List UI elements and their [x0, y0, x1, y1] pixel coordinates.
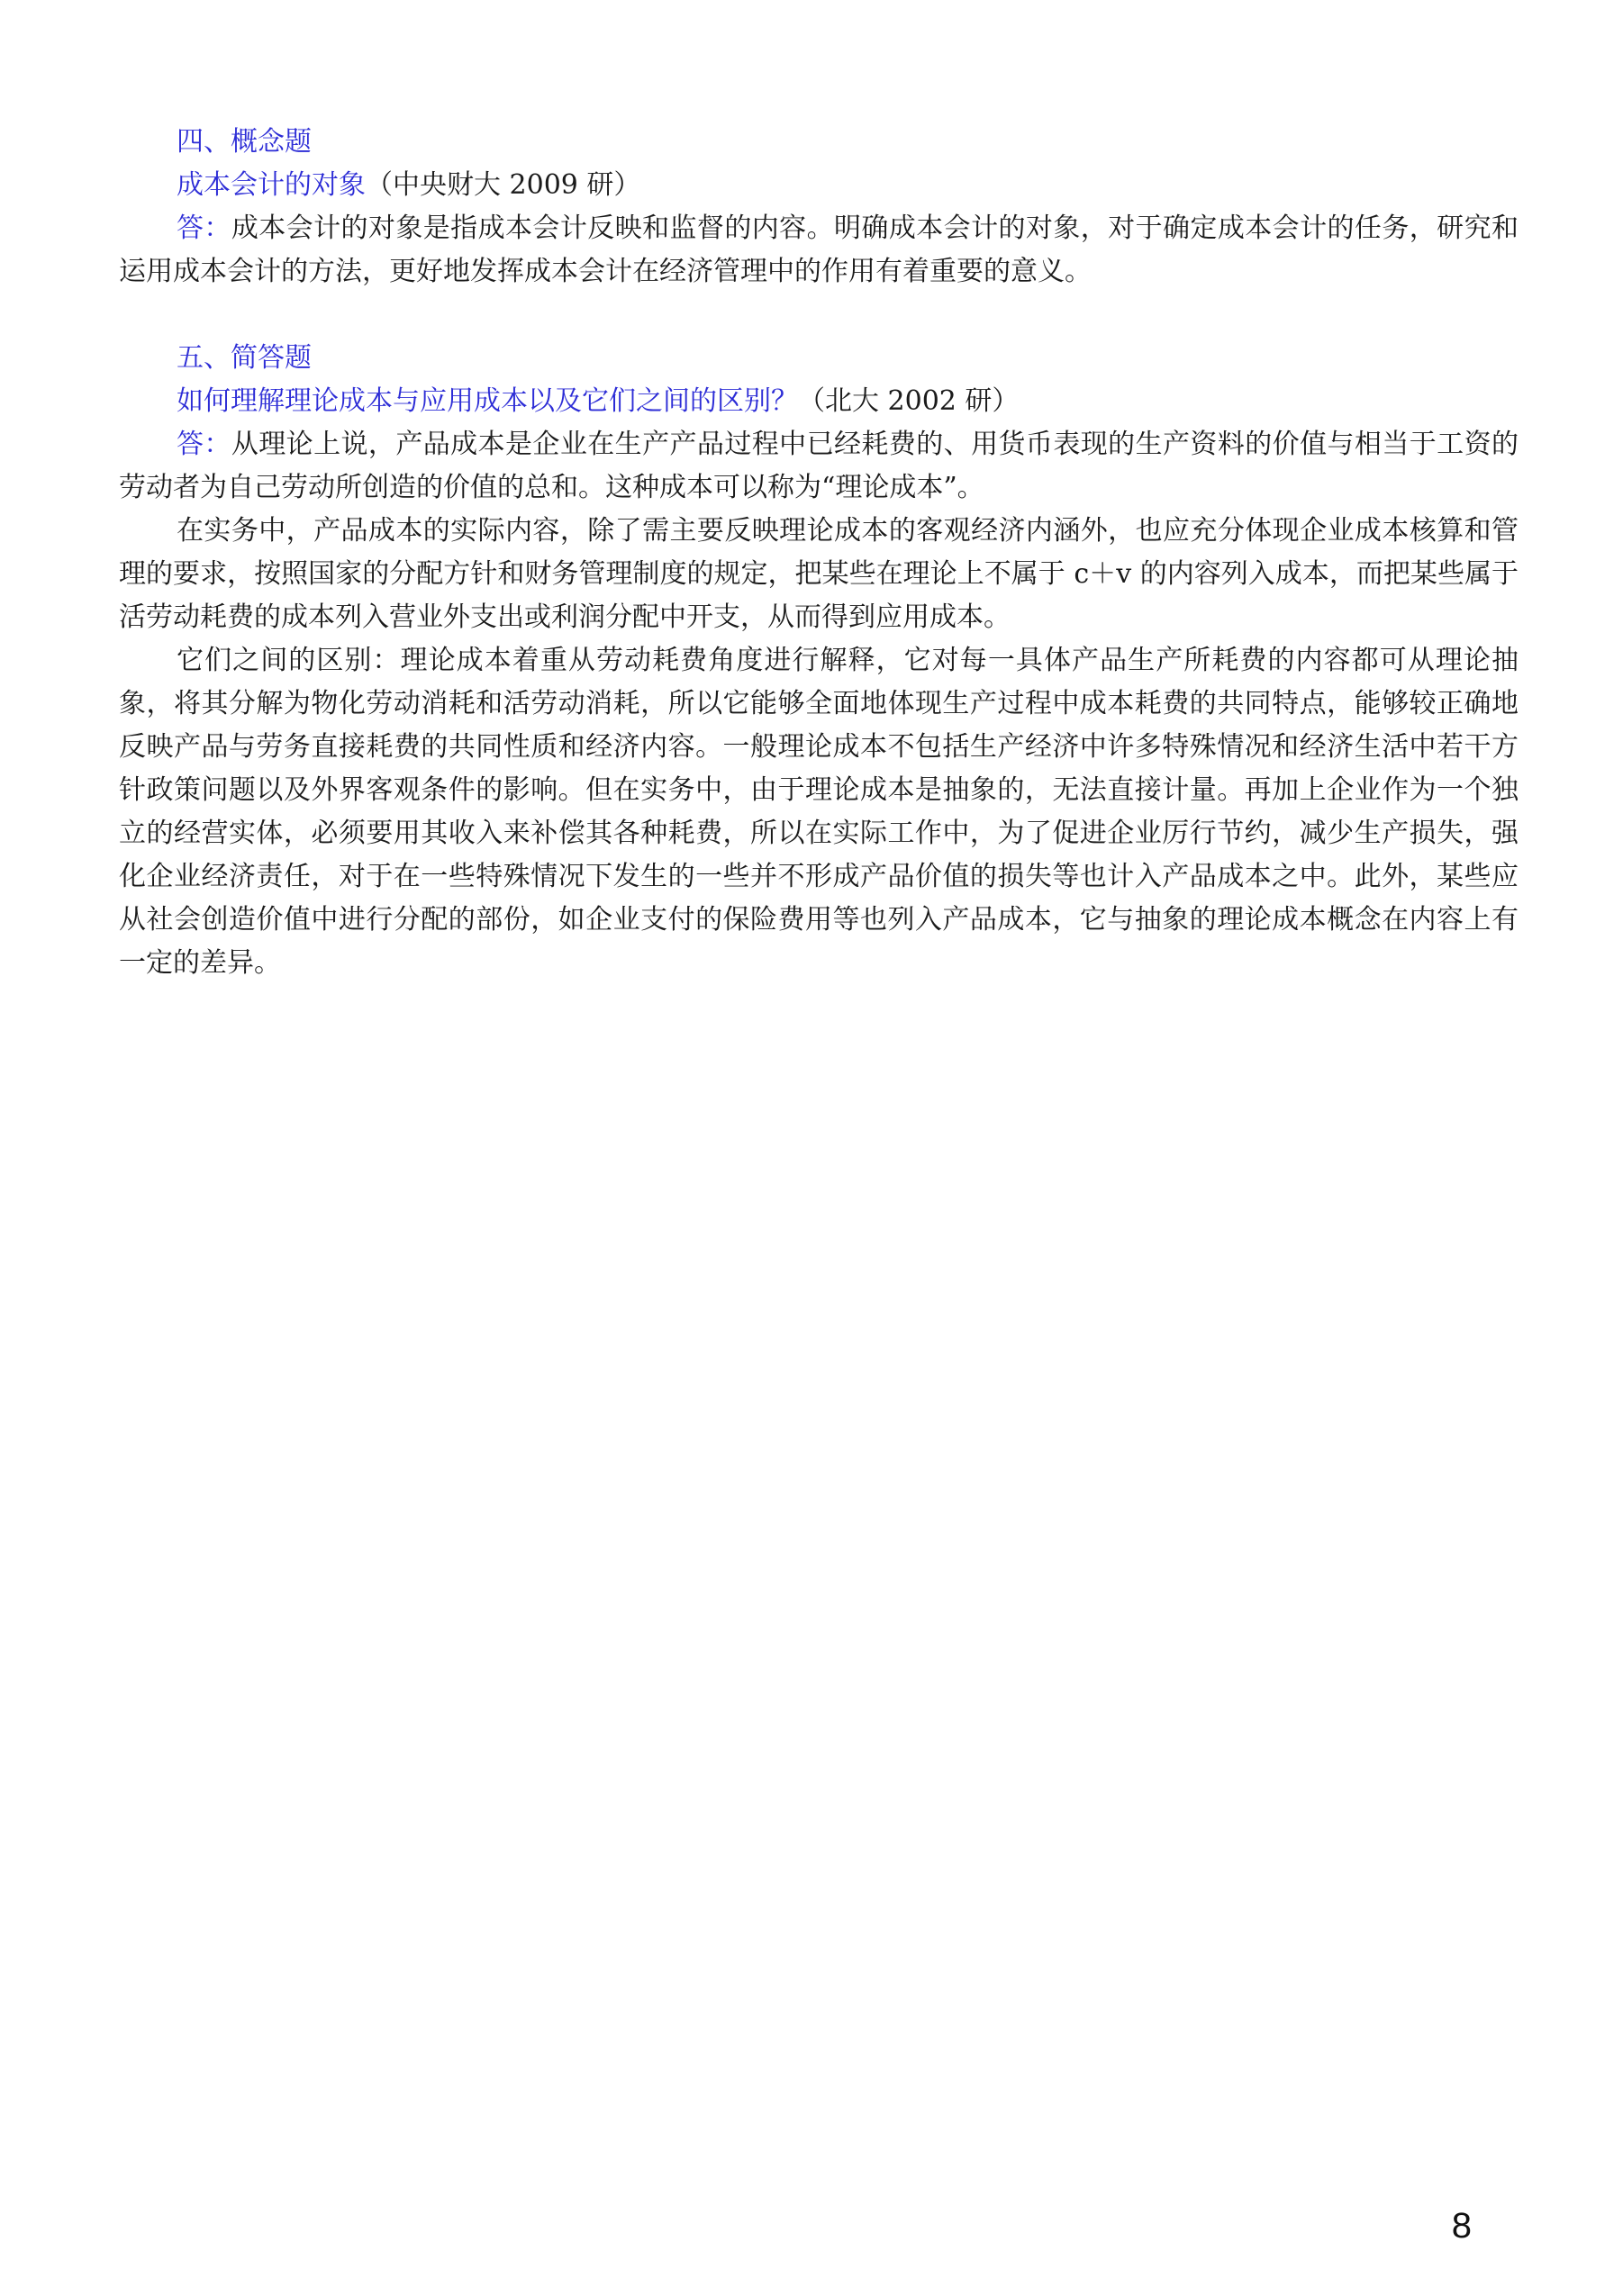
answer-paragraph: 它们之间的区别：理论成本着重从劳动耗费角度进行解释，它对每一具体产品生产所耗费的内容都可从理论抽象，将其分解为物化劳动消耗和活劳动消耗，所以它能够全面地体现生产过程中成本耗费的共同特点，能够较正确地反映产品与劳务直接耗费的共同性质和经济内容。一般理论成本不包括生产经济中许多特殊情况和经济生活中若干方针政策问题以及外界客观条件的影响。但在实务中，由于理论成本是抽象的，无法直接计量。再加上企业作为一个独立的经营实体，必须要用其收入来补偿其各种耗费，所以在实际工作中，为了促进企业厉行节约，减少生产损失，强化企业经济责任，对于在一些特殊情况下发生的一些并不形成产品价值的损失等也计入产品成本之中。此外，某些应从社会创造价值中进行分配的部份，如企业支付的保险费用等也列入产品成本，它与抽象的理论成本概念在内容上有一定的差异。 — [119, 645, 1519, 979]
question-source: （中央财大 2009 研） — [366, 169, 641, 201]
question-line — [119, 380, 1519, 423]
question-line — [119, 164, 1519, 207]
section-short-answer-questions — [119, 337, 1519, 985]
question-source: （北大 2002 研） — [798, 385, 1020, 417]
answer-paragraph: 在实务中，产品成本的实际内容，除了需主要反映理论成本的客观经济内涵外，也应充分体现企业成本核算和管理的要求，按照国家的分配方针和财务管理制度的规定，把某些在理论上不属于 c＋v 的内容列入成本，而把某些属于活劳动耗费的成本列入营业外支出或利润分配中开支，从而得到应用成本。 — [119, 515, 1519, 633]
answer-paragraph — [119, 207, 1519, 294]
answer-paragraph — [119, 423, 1519, 510]
page-number: 8 — [1451, 2206, 1472, 2246]
section-concept-questions — [119, 121, 1519, 294]
answer-text: 成本会计的对象是指成本会计反映和监督的内容。明确成本会计的对象，对于确定成本会计的任务，研究和运用成本会计的方法，更好地发挥成本会计在经济管理中的作用有着重要的意义。 — [119, 212, 1519, 287]
section-heading-concept — [119, 121, 1519, 164]
answer-label: 答： — [177, 429, 231, 460]
question-text: 成本会计的对象 — [177, 169, 366, 201]
page-content — [119, 121, 1519, 985]
section-heading-text: 四、概念题 — [177, 126, 312, 158]
section-heading-short-answer — [119, 337, 1519, 380]
question-text: 如何理解理论成本与应用成本以及它们之间的区别？ — [177, 385, 798, 417]
answer-label: 答： — [177, 212, 231, 244]
answer-text: 从理论上说，产品成本是企业在生产产品过程中已经耗费的、用货币表现的生产资料的价值与相当于工资的劳动者为自己劳动所创造的价值的总和。这种成本可以称为“理论成本”。 — [119, 429, 1519, 503]
section-heading-text: 五、简答题 — [177, 342, 312, 374]
